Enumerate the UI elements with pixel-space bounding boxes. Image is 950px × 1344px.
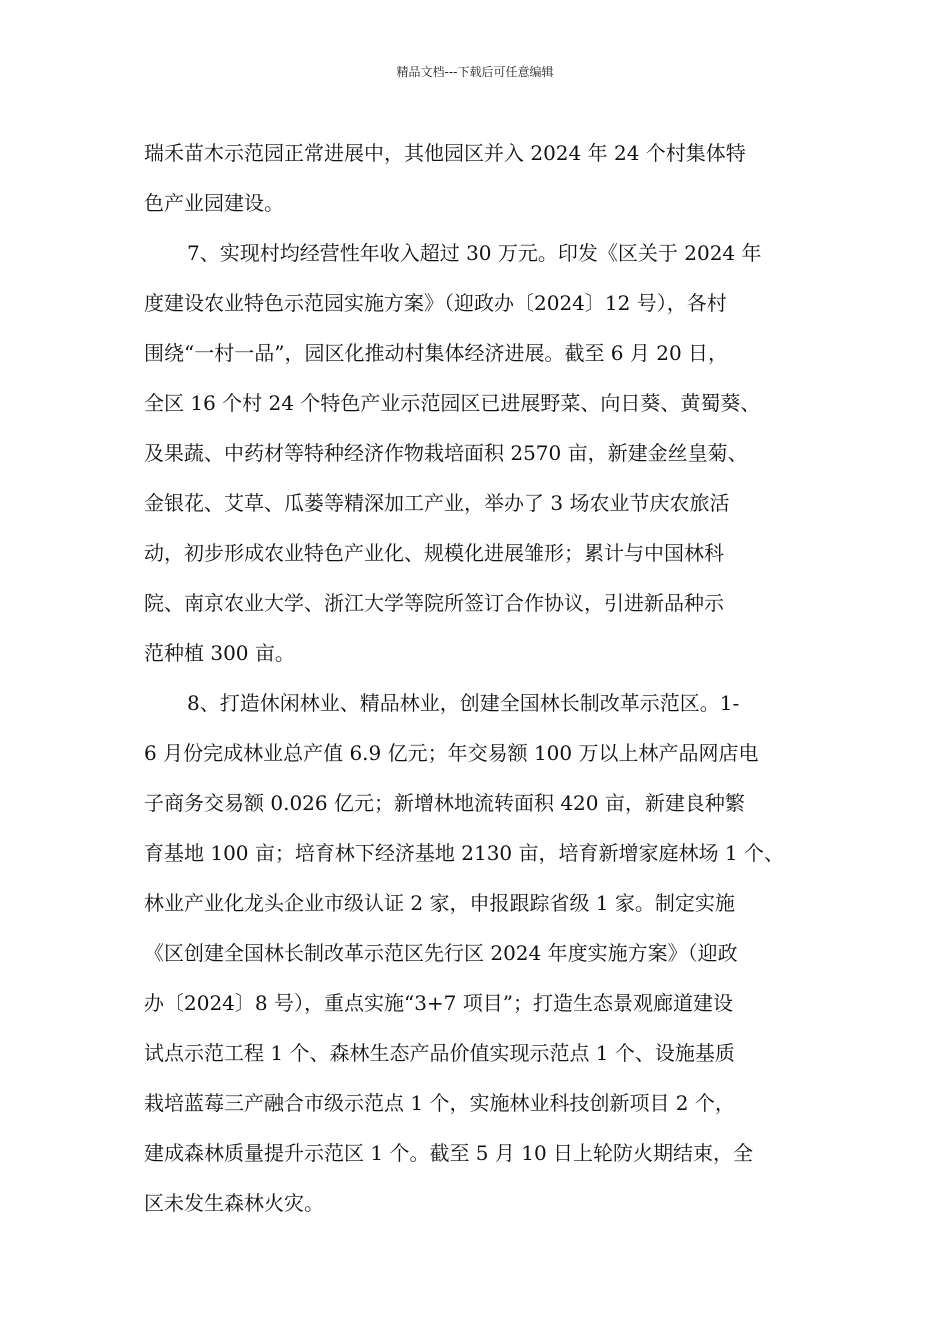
- text-line: 7、实现村均经营性年收入超过 30 万元。印发《区关于 2024 年: [187, 241, 762, 265]
- text-line: 区未发生森林火灾。: [144, 1191, 324, 1215]
- text-line: 育基地 100 亩；培育林下经济基地 2130 亩，培育新增家庭林场 1 个、: [144, 841, 784, 865]
- text-line: 瑞禾苗木示范园正常进展中，其他园区并入 2024 年 24 个村集体特: [144, 141, 746, 165]
- text-line: 办〔2024〕8 号），重点实施“3+7 项目”；打造生态景观廊道建设: [144, 991, 733, 1015]
- text-line: 金银花、艾草、瓜蒌等精深加工产业，举办了 3 场农业节庆农旅活: [144, 491, 730, 515]
- text-line: 范种植 300 亩。: [144, 641, 295, 665]
- text-line: 及果蔬、中药材等特种经济作物栽培面积 2570 亩，新建金丝皇菊、: [144, 441, 748, 465]
- text-line: 全区 16 个村 24 个特色产业示范园区已进展野菜、向日葵、黄蜀葵、: [144, 391, 761, 415]
- page-header: 精品文档---下载后可任意编辑: [396, 65, 554, 79]
- text-line: 《区创建全国林长制改革示范区先行区 2024 年度实施方案》（迎政: [144, 941, 738, 965]
- text-line: 6 月份完成林业总产值 6.9 亿元；年交易额 100 万以上林产品网店电: [144, 741, 759, 765]
- paragraph-2: [144, 228, 810, 678]
- text-line: 围绕“一村一品”，园区化推动村集体经济进展。截至 6 月 20 日，: [144, 341, 729, 365]
- text-line: 建成森林质量提升示范区 1 个。截至 5 月 10 日上轮防火期结束，全: [144, 1141, 754, 1165]
- text-line: 动，初步形成农业特色产业化、规模化进展雏形；累计与中国林科: [144, 541, 724, 565]
- text-line: 试点示范工程 1 个、森林生态产品价值实现示范点 1 个、设施基质: [144, 1041, 735, 1065]
- paragraph-3: [144, 678, 810, 1228]
- paragraph-1: [144, 128, 810, 228]
- text-line: 度建设农业特色示范园实施方案》（迎政办〔2024〕12 号），各村: [144, 291, 727, 315]
- text-line: 8、打造休闲林业、精品林业，创建全国林长制改革示范区。1-: [187, 691, 740, 715]
- text-line: 子商务交易额 0.026 亿元；新增林地流转面积 420 亩，新建良种繁: [144, 791, 745, 815]
- text-line: 色产业园建设。: [144, 191, 284, 215]
- document-body: [144, 128, 810, 1228]
- text-line: 栽培蓝莓三产融合市级示范点 1 个，实施林业科技创新项目 2 个，: [144, 1091, 735, 1115]
- text-line: 林业产业化龙头企业市级认证 2 家，申报跟踪省级 1 家。制定实施: [144, 891, 735, 915]
- text-line: 院、南京农业大学、浙江大学等院所签订合作协议，引进新品种示: [144, 591, 724, 615]
